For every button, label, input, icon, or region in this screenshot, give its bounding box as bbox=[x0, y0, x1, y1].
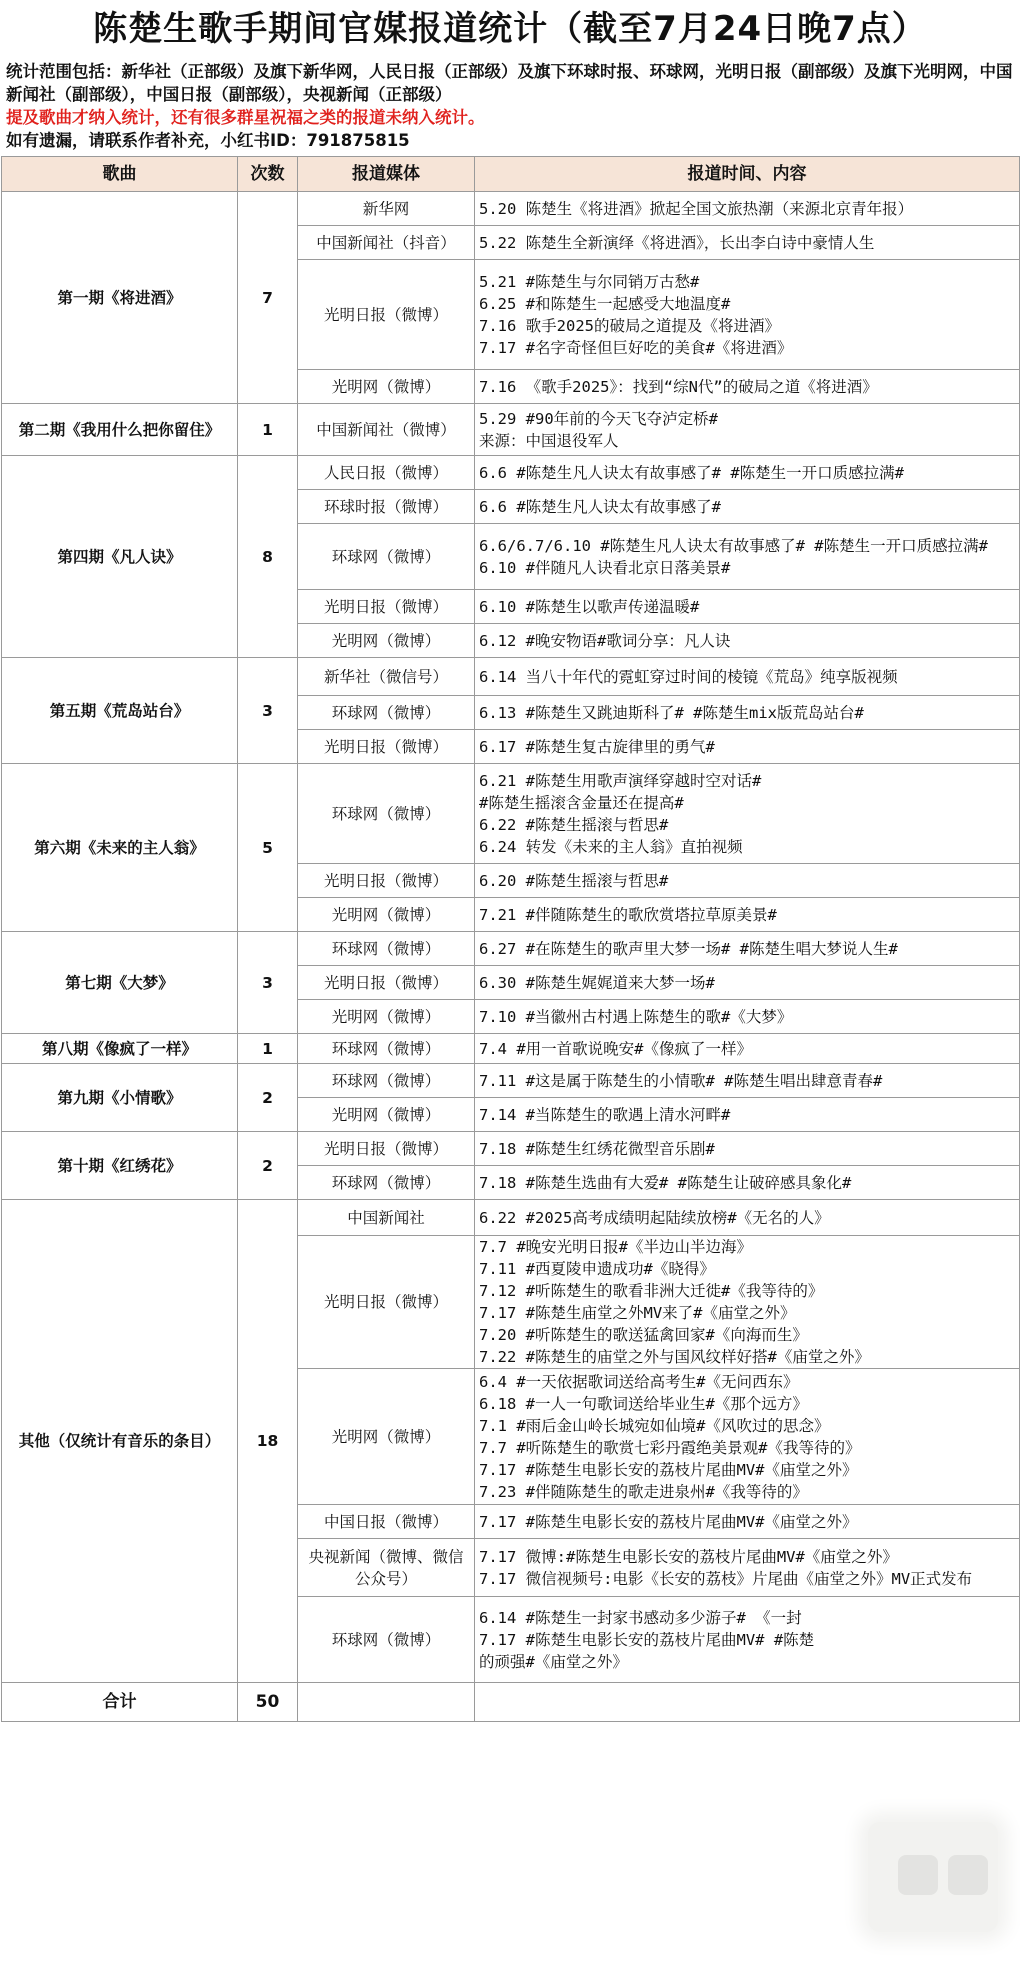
report-line: 7.23 #伴随陈楚生的歌走进泉州#《我等待的》 bbox=[479, 1482, 808, 1501]
report-count: 3 bbox=[238, 932, 298, 1034]
report-content bbox=[475, 370, 1020, 404]
media-outlet: 中国日报（微博） bbox=[298, 1505, 475, 1539]
media-outlet: 光明日报（微博） bbox=[298, 730, 475, 764]
report-count: 5 bbox=[238, 764, 298, 932]
report-count: 2 bbox=[238, 1064, 298, 1132]
report-content bbox=[475, 1166, 1020, 1200]
report-content bbox=[475, 932, 1020, 966]
scope-notes bbox=[0, 58, 1020, 156]
report-line: 6.21 #陈楚生用歌声演绎穿越时空对话# bbox=[479, 771, 762, 790]
report-content bbox=[475, 1369, 1020, 1505]
report-content bbox=[475, 764, 1020, 864]
song-name: 其他（仅统计有音乐的条目） bbox=[2, 1200, 238, 1683]
song-name: 第四期《凡人诀》 bbox=[2, 456, 238, 658]
report-line: 6.6 #陈楚生凡人诀太有故事感了# #陈楚生一开口质感拉满# bbox=[479, 463, 904, 482]
scope-note: 提及歌曲才纳入统计，还有很多群星祝福之类的报道未纳入统计。 bbox=[6, 108, 485, 127]
report-line: 6.10 #陈楚生以歌声传递温暖# bbox=[479, 597, 700, 616]
report-line: 7.18 #陈楚生选曲有大爱# #陈楚生让破碎感具象化# bbox=[479, 1173, 852, 1192]
report-content bbox=[475, 524, 1020, 590]
report-content bbox=[475, 1034, 1020, 1064]
report-line: 7.11 #西夏陵申遗成功#《晓得》 bbox=[479, 1260, 715, 1278]
report-content bbox=[475, 456, 1020, 490]
header-media: 报道媒体 bbox=[298, 157, 475, 192]
table-row bbox=[2, 1064, 1020, 1098]
header-count: 次数 bbox=[238, 157, 298, 192]
report-count: 1 bbox=[238, 404, 298, 456]
media-outlet: 新华网 bbox=[298, 192, 475, 226]
report-line: 7.17 微博:#陈楚生电影长安的荔枝片尾曲MV#《庙堂之外》 bbox=[479, 1547, 898, 1566]
song-name: 第二期《我用什么把你留住》 bbox=[2, 404, 238, 456]
report-line: 7.17 微信视频号:电影《长安的荔枝》片尾曲《庙堂之外》MV正式发布 bbox=[479, 1569, 973, 1588]
image-viewer-controls bbox=[868, 1822, 998, 1932]
media-outlet: 光明日报（微博） bbox=[298, 966, 475, 1000]
report-line: 6.17 #陈楚生复古旋律里的勇气# bbox=[479, 737, 715, 756]
report-content bbox=[475, 1539, 1020, 1597]
media-outlet: 光明网（微博） bbox=[298, 624, 475, 658]
media-outlet: 光明日报（微博） bbox=[298, 864, 475, 898]
report-content bbox=[475, 226, 1020, 260]
report-line: 7.17 #名字奇怪但巨好吃的美食#《将进酒》 bbox=[479, 338, 793, 357]
report-count: 18 bbox=[238, 1200, 298, 1683]
report-line: 6.4 #一天依据歌词送给高考生#《无问西东》 bbox=[479, 1372, 799, 1391]
media-outlet: 光明日报（微博） bbox=[298, 590, 475, 624]
report-content bbox=[475, 1505, 1020, 1539]
scope-note: 统计范围包括：新华社（正部级）及旗下新华网，人民日报（正部级）及旗下环球时报、环球网，光明日报（副部级）及旗下光明网，中国新闻社（副部级），中国日报（副部级），央视新闻（正部级） bbox=[6, 62, 1013, 104]
media-outlet: 光明日报（微博） bbox=[298, 260, 475, 370]
media-outlet: 环球时报（微博） bbox=[298, 490, 475, 524]
report-line: 6.25 #和陈楚生一起感受大地温度# bbox=[479, 294, 731, 313]
report-count: 7 bbox=[238, 192, 298, 404]
media-outlet: 环球网（微博） bbox=[298, 1597, 475, 1683]
report-line: 6.14 #陈楚生一封家书感动多少游子# 《一封 bbox=[479, 1608, 802, 1627]
report-line: 来源：中国退役军人 bbox=[479, 431, 619, 450]
table-row bbox=[2, 1132, 1020, 1166]
media-outlet: 环球网（微博） bbox=[298, 696, 475, 730]
scope-note: 如有遗漏，请联系作者补充，小红书ID：791875815 bbox=[6, 131, 410, 150]
report-content bbox=[475, 260, 1020, 370]
report-line: 6.22 #陈楚生摇滚与哲思# bbox=[479, 815, 669, 834]
report-content bbox=[475, 1000, 1020, 1034]
report-line: 7.12 #听陈楚生的歌看非洲大迁徙#《我等待的》 bbox=[479, 1282, 824, 1300]
report-line: 6.6/6.7/6.10 #陈楚生凡人诀太有故事感了# #陈楚生一开口质感拉满# bbox=[479, 536, 988, 555]
table-row bbox=[2, 456, 1020, 490]
media-outlet: 光明网（微博） bbox=[298, 898, 475, 932]
media-outlet: 环球网（微博） bbox=[298, 1166, 475, 1200]
report-content bbox=[475, 192, 1020, 226]
media-outlet: 光明网（微博） bbox=[298, 370, 475, 404]
media-outlet: 中国新闻社（微博） bbox=[298, 404, 475, 456]
song-name: 第七期《大梦》 bbox=[2, 932, 238, 1034]
media-outlet: 央视新闻（微博、微信公众号） bbox=[298, 1539, 475, 1597]
report-line: 的顽强#《庙堂之外》 bbox=[479, 1652, 628, 1671]
table-row bbox=[2, 404, 1020, 456]
overlay-button-right[interactable] bbox=[948, 1855, 988, 1895]
table-row bbox=[2, 764, 1020, 864]
report-content bbox=[475, 696, 1020, 730]
media-outlet: 环球网（微博） bbox=[298, 932, 475, 966]
report-content bbox=[475, 966, 1020, 1000]
report-line: 6.30 #陈楚生娓娓道来大梦一场# bbox=[479, 973, 715, 992]
report-line: 7.11 #这是属于陈楚生的小情歌# #陈楚生唱出肆意青春# bbox=[479, 1071, 883, 1090]
total-label: 合计 bbox=[2, 1683, 238, 1722]
report-content bbox=[475, 864, 1020, 898]
table-row bbox=[2, 658, 1020, 696]
report-line: 7.14 #当陈楚生的歌遇上清水河畔# bbox=[479, 1105, 731, 1124]
report-content bbox=[475, 1132, 1020, 1166]
song-name: 第一期《将进酒》 bbox=[2, 192, 238, 404]
table-row bbox=[2, 932, 1020, 966]
report-count: 8 bbox=[238, 456, 298, 658]
report-line: 7.7 #晚安光明日报#《半边山半边海》 bbox=[479, 1238, 752, 1256]
song-name: 第五期《荒岛站台》 bbox=[2, 658, 238, 764]
media-outlet: 中国新闻社 bbox=[298, 1200, 475, 1236]
media-outlet: 环球网（微博） bbox=[298, 524, 475, 590]
media-outlet: 光明日报（微博） bbox=[298, 1236, 475, 1369]
report-line: 7.17 #陈楚生庙堂之外MV来了#《庙堂之外》 bbox=[479, 1304, 796, 1322]
report-line: 7.17 #陈楚生电影长安的荔枝片尾曲MV#《庙堂之外》 bbox=[479, 1512, 858, 1531]
report-content bbox=[475, 1098, 1020, 1132]
report-line: 6.12 #晚安物语#歌词分享：凡人诀 bbox=[479, 631, 731, 650]
report-line: 5.22 陈楚生全新演绎《将进酒》，长出李白诗中豪情人生 bbox=[479, 233, 875, 252]
report-line: 7.4 #用一首歌说晚安#《像疯了一样》 bbox=[479, 1039, 752, 1058]
report-line: #陈楚生摇滚含金量还在提高# bbox=[479, 793, 684, 812]
report-content bbox=[475, 624, 1020, 658]
report-count: 1 bbox=[238, 1034, 298, 1064]
media-outlet: 人民日报（微博） bbox=[298, 456, 475, 490]
report-line: 7.1 #雨后金山岭长城宛如仙境#《风吹过的思念》 bbox=[479, 1416, 830, 1435]
report-content bbox=[475, 1597, 1020, 1683]
report-count: 3 bbox=[238, 658, 298, 764]
report-content bbox=[475, 658, 1020, 696]
media-outlet: 光明网（微博） bbox=[298, 1098, 475, 1132]
report-count: 2 bbox=[238, 1132, 298, 1200]
report-line: 6.13 #陈楚生又跳迪斯科了# #陈楚生mix版荒岛站台# bbox=[479, 703, 864, 722]
report-content bbox=[475, 898, 1020, 932]
table-row bbox=[2, 192, 1020, 226]
song-name: 第八期《像疯了一样》 bbox=[2, 1034, 238, 1064]
header-song: 歌曲 bbox=[2, 157, 238, 192]
report-content bbox=[475, 730, 1020, 764]
media-outlet: 环球网（微博） bbox=[298, 1034, 475, 1064]
report-line: 7.20 #听陈楚生的歌送猛禽回家#《向海而生》 bbox=[479, 1326, 808, 1344]
table-header-row bbox=[2, 157, 1020, 192]
report-line: 6.22 #2025高考成绩明起陆续放榜#《无名的人》 bbox=[479, 1208, 830, 1227]
report-line: 6.18 #一人一句歌词送给毕业生#《那个远方》 bbox=[479, 1394, 808, 1413]
report-content bbox=[475, 1236, 1020, 1369]
total-empty-cell bbox=[298, 1683, 475, 1722]
report-line: 7.10 #当徽州古村遇上陈楚生的歌#《大梦》 bbox=[479, 1007, 793, 1026]
report-line: 6.10 #伴随凡人诀看北京日落美景# bbox=[479, 558, 731, 577]
overlay-button-left[interactable] bbox=[898, 1855, 938, 1895]
media-outlet: 环球网（微博） bbox=[298, 1064, 475, 1098]
report-table bbox=[1, 156, 1020, 1722]
song-name: 第十期《红绣花》 bbox=[2, 1132, 238, 1200]
report-content bbox=[475, 590, 1020, 624]
total-empty-cell bbox=[475, 1683, 1020, 1722]
media-outlet: 光明网（微博） bbox=[298, 1369, 475, 1505]
report-line: 7.7 #听陈楚生的歌赏七彩丹霞绝美景观#《我等待的》 bbox=[479, 1438, 861, 1457]
media-outlet: 中国新闻社（抖音） bbox=[298, 226, 475, 260]
report-line: 5.20 陈楚生《将进酒》掀起全国文旅热潮（来源北京青年报） bbox=[479, 199, 914, 218]
report-line: 7.16 歌手2025的破局之道提及《将进酒》 bbox=[479, 316, 780, 335]
report-line: 6.6 #陈楚生凡人诀太有故事感了# bbox=[479, 497, 721, 516]
report-content bbox=[475, 404, 1020, 456]
page-title: 陈楚生歌手期间官媒报道统计（截至7月24日晚7点） bbox=[93, 9, 927, 49]
report-line: 7.17 #陈楚生电影长安的荔枝片尾曲MV#《庙堂之外》 bbox=[479, 1460, 858, 1479]
media-outlet: 光明日报（微博） bbox=[298, 1132, 475, 1166]
report-line: 6.20 #陈楚生摇滚与哲思# bbox=[479, 871, 669, 890]
report-content bbox=[475, 490, 1020, 524]
media-outlet: 新华社（微信号） bbox=[298, 658, 475, 696]
song-name: 第九期《小情歌》 bbox=[2, 1064, 238, 1132]
header-content: 报道时间、内容 bbox=[475, 157, 1020, 192]
total-row bbox=[2, 1683, 1020, 1722]
report-line: 5.21 #陈楚生与尔同销万古愁# bbox=[479, 272, 700, 291]
report-line: 6.27 #在陈楚生的歌声里大梦一场# #陈楚生唱大梦说人生# bbox=[479, 939, 898, 958]
report-content bbox=[475, 1064, 1020, 1098]
song-name: 第六期《未来的主人翁》 bbox=[2, 764, 238, 932]
report-line: 6.24 转发《未来的主人翁》直拍视频 bbox=[479, 837, 743, 856]
media-outlet: 光明网（微博） bbox=[298, 1000, 475, 1034]
table-row bbox=[2, 1034, 1020, 1064]
report-content bbox=[475, 1200, 1020, 1236]
report-line: 7.17 #陈楚生电影长安的荔枝片尾曲MV# #陈楚 bbox=[479, 1630, 815, 1649]
report-line: 5.29 #90年前的今天飞夺泸定桥# bbox=[479, 409, 718, 428]
report-line: 7.16 《歌手2025》：找到“综N代”的破局之道《将进酒》 bbox=[479, 377, 878, 396]
report-line: 7.18 #陈楚生红绣花微型音乐剧# bbox=[479, 1139, 715, 1158]
media-outlet: 环球网（微博） bbox=[298, 764, 475, 864]
report-line: 6.14 当八十年代的霓虹穿过时间的棱镜《荒岛》纯享版视频 bbox=[479, 667, 898, 686]
report-line: 7.22 #陈楚生的庙堂之外与国风纹样好搭#《庙堂之外》 bbox=[479, 1348, 870, 1366]
total-count: 50 bbox=[238, 1683, 298, 1722]
report-line: 7.21 #伴随陈楚生的歌欣赏塔拉草原美景# bbox=[479, 905, 777, 924]
table-row bbox=[2, 1200, 1020, 1236]
